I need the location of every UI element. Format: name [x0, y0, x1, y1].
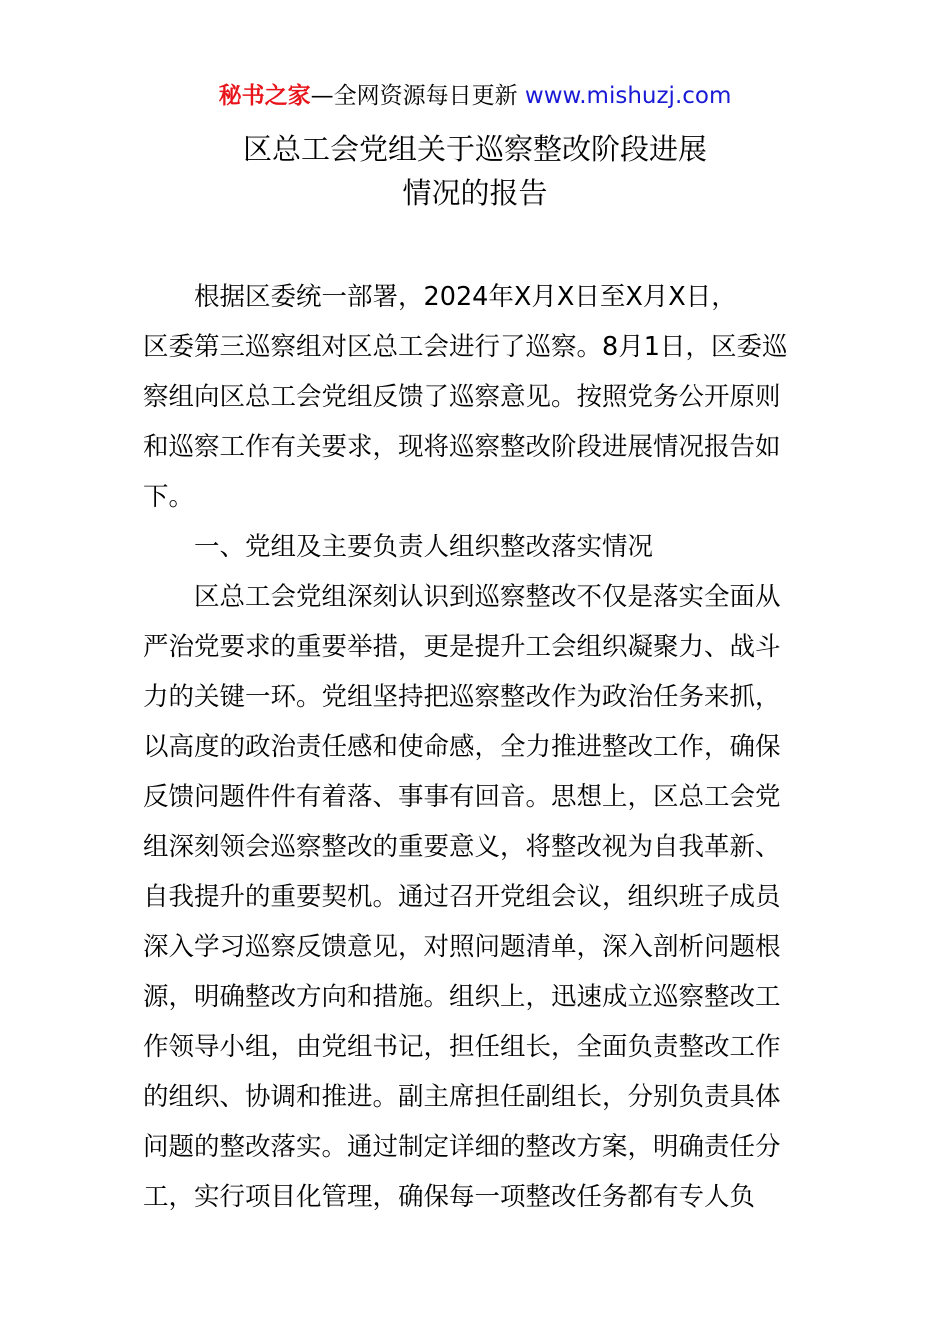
body-line: 深入学习巡察反馈意见，对照问题清单，深入剖析问题根 [143, 932, 781, 962]
body-line: 以高度的政治责任感和使命感，全力推进整改工作，确保 [143, 732, 781, 762]
body-line: 严治党要求的重要举措，更是提升工会组织凝聚力、战斗 [143, 632, 781, 662]
header-tagline: —全网资源每日更新 [310, 83, 518, 109]
body-line: 工，实行项目化管理，确保每一项整改任务都有专人负 [143, 1182, 756, 1212]
body-line: 自我提升的重要契机。通过召开党组会议，组织班子成员 [143, 882, 781, 912]
body-line: 根据区委统一部署，2024年X月X日至X月X日， [194, 282, 737, 312]
document-body [143, 272, 808, 1222]
body-line: 区委第三巡察组对区总工会进行了巡察。8月1日，区委巡 [143, 332, 788, 362]
title-line-1: 区总工会党组关于巡察整改阶段进展 [242, 132, 707, 166]
body-line: 作领导小组，由党组书记，担任组长，全面负责整改工作 [143, 1032, 781, 1062]
body-line: 下。 [143, 482, 195, 512]
body-line: 区总工会党组深刻认识到巡察整改不仅是落实全面从 [194, 582, 781, 612]
site-header [0, 80, 950, 112]
body-line: 的组织、协调和推进。副主席担任副组长，分别负责具体 [143, 1082, 781, 1112]
section-heading: 一、党组及主要负责人组织整改落实情况 [194, 532, 654, 562]
body-line: 反馈问题件件有着落、事事有回音。思想上，区总工会党 [143, 782, 781, 812]
body-line: 力的关键一环。党组坚持把巡察整改作为政治任务来抓， [143, 682, 781, 712]
body-line: 和巡察工作有关要求，现将巡察整改阶段进展情况报告如 [143, 432, 781, 462]
document-title [0, 127, 950, 215]
title-line-2: 情况的报告 [402, 176, 548, 210]
body-line: 察组向区总工会党组反馈了巡察意见。按照党务公开原则 [143, 382, 781, 412]
brand-name: 秘书之家 [218, 83, 311, 109]
body-line: 源，明确整改方向和措施。组织上，迅速成立巡察整改工 [143, 982, 781, 1012]
body-line: 组深刻领会巡察整改的重要意义，将整改视为自我革新、 [143, 832, 781, 862]
site-url-link[interactable]: www.mishuzj.com [524, 83, 732, 109]
body-line: 问题的整改落实。通过制定详细的整改方案，明确责任分 [143, 1132, 781, 1162]
